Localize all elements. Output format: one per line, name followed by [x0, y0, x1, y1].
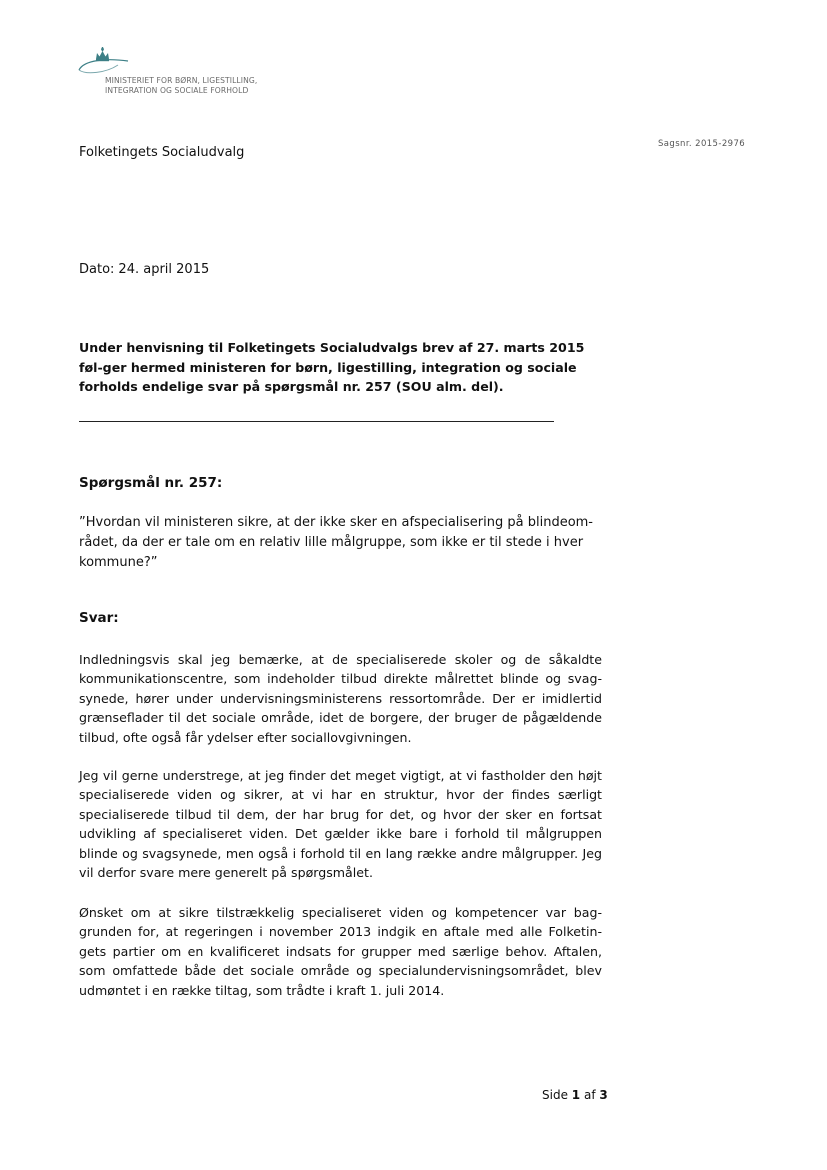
case-number: Sagsnr. 2015-2976	[658, 139, 746, 149]
answer-paragraph: Indledningsvis skal jeg bemærke, at de specialiserede skoler og de såkaldte kommunikationscentre, som indeholder tilbud direkte målrettet blinde og svag-synede, hører under undervisningsministerens ressortområde. Der er imidlertid grænseflader til det sociale område, idet de borgere, der bruger de pågældende tilbud, ofte også får ydelser efter sociallovgivningen.	[79, 652, 602, 745]
divider	[79, 421, 554, 422]
ministry-name-line2: INTEGRATION OG SOCIALE FORHOLD	[105, 86, 249, 95]
current-page: 1	[571, 1088, 581, 1102]
answer-heading: Svar:	[79, 610, 119, 626]
intro-paragraph: Under henvisning til Folketingets Socialudvalgs brev af 27. marts 2015 føl-ger hermed ministeren for børn, ligestilling, integration og sociale forholds endelige svar på spørgsmål nr. 257 (SOU alm. del).	[79, 340, 585, 394]
letter-date	[79, 262, 209, 277]
date-value: 24. april 2015	[118, 262, 210, 277]
answer-paragraph: Ønsket om at sikre tilstrækkelig specialiseret viden og kompetencer var bag-grunden for, at regeringen i november 2013 indgik en aftale med alle Folketin-gets partier om en kvalificeret indsats for grupper med særlige behov. Aftalen, som omfattede både det sociale område og specialundervisningsområdet, blev udmøntet i en række tiltag, som trådte i kraft 1. juli 2014.	[79, 905, 602, 998]
question-text: ”Hvordan vil ministeren sikre, at der ikke sker en afspecialisering på blindeom-rådet, da der er tale om en relativ lille målgruppe, som ikke er til stede i hver kommune?”	[79, 515, 594, 570]
ministry-name	[105, 76, 257, 96]
page-word: Side	[542, 1088, 568, 1102]
total-pages: 3	[599, 1088, 608, 1102]
date-label: Dato:	[79, 262, 115, 277]
page-indicator	[542, 1088, 608, 1102]
of-word: af	[583, 1088, 596, 1102]
ministry-logo	[76, 44, 276, 100]
recipient: Folketingets Socialudvalg	[79, 145, 245, 160]
ministry-name-line1: MINISTERIET FOR BØRN, LIGESTILLING,	[105, 76, 258, 85]
answer-paragraph: Jeg vil gerne understrege, at jeg finder det meget vigtigt, at vi fastholder den højt specialiserede viden og sikrer, at vi har en struktur, hvor der findes særligt specialiserede tilbud til dem, der har brug for det, og hvor der sker en fortsat udvikling af specialiseret viden. Det gælder ikke bare i forhold til målgruppen blinde og svagsynede, men også i forhold til en lang række andre målgrupper. Jeg vil derfor svare mere generelt på spørgsmålet.	[79, 768, 602, 881]
question-heading: Spørgsmål nr. 257:	[79, 475, 223, 491]
